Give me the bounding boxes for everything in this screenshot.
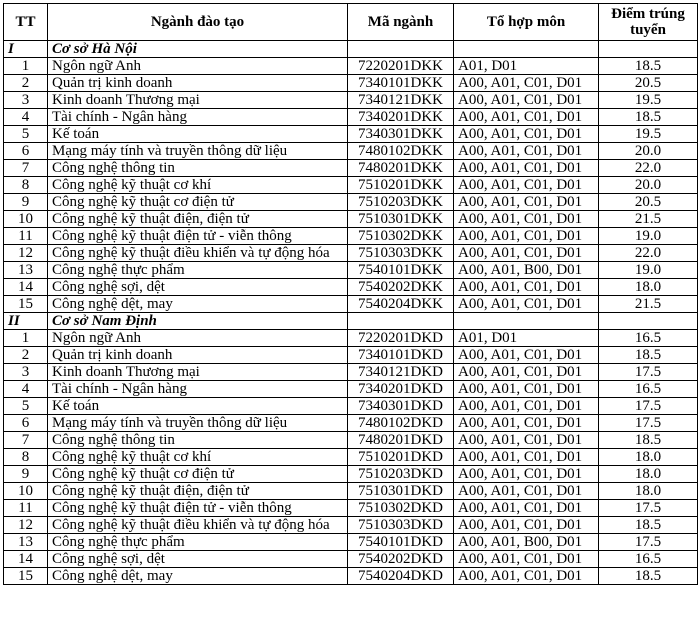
cell-tt: 2 (4, 75, 48, 92)
cell-tt: 10 (4, 483, 48, 500)
table-row (4, 58, 698, 75)
table-row (4, 245, 698, 262)
cell-tohop: A00, A01, C01, D01 (454, 109, 599, 126)
cell-tt: 6 (4, 415, 48, 432)
cell-diem: 17.5 (599, 534, 698, 551)
cell-nganh: Ngôn ngữ Anh (48, 58, 348, 75)
cell-tt: 14 (4, 551, 48, 568)
table-row (4, 92, 698, 109)
cell-ma: 7540204DKD (348, 568, 454, 585)
cell-diem: 20.5 (599, 75, 698, 92)
cell-tohop: A00, A01, C01, D01 (454, 177, 599, 194)
cell-diem: 18.5 (599, 109, 698, 126)
cell-diem: 21.5 (599, 211, 698, 228)
table-row (4, 126, 698, 143)
empty-cell (348, 313, 454, 330)
cell-diem: 17.5 (599, 500, 698, 517)
cell-ma: 7340301DKK (348, 126, 454, 143)
cell-diem: 18.5 (599, 517, 698, 534)
section-row (4, 41, 698, 58)
cell-nganh: Công nghệ kỹ thuật điều khiển và tự động hóa (48, 245, 348, 262)
cell-ma: 7510301DKD (348, 483, 454, 500)
cell-tohop: A00, A01, C01, D01 (454, 500, 599, 517)
cell-nganh: Ngôn ngữ Anh (48, 330, 348, 347)
header-tt: TT (4, 4, 48, 41)
cell-tohop: A00, A01, C01, D01 (454, 483, 599, 500)
cell-tt: 1 (4, 330, 48, 347)
cell-nganh: Công nghệ kỹ thuật điện, điện tử (48, 211, 348, 228)
cell-ma: 7510203DKD (348, 466, 454, 483)
cell-diem: 16.5 (599, 330, 698, 347)
cell-diem: 16.5 (599, 381, 698, 398)
cell-ma: 7510301DKK (348, 211, 454, 228)
cell-diem: 17.5 (599, 398, 698, 415)
cell-ma: 7540204DKK (348, 296, 454, 313)
table-row (4, 160, 698, 177)
cell-nganh: Công nghệ sợi, dệt (48, 279, 348, 296)
table-row (4, 432, 698, 449)
cell-tt: 15 (4, 568, 48, 585)
cell-ma: 7510302DKD (348, 500, 454, 517)
cell-tt: 11 (4, 500, 48, 517)
cell-nganh: Công nghệ kỹ thuật điện tử - viễn thông (48, 500, 348, 517)
cell-ma: 7340121DKD (348, 364, 454, 381)
cell-nganh: Công nghệ kỹ thuật cơ khí (48, 177, 348, 194)
cell-ma: 7540101DKK (348, 262, 454, 279)
table-row (4, 75, 698, 92)
cell-diem: 20.0 (599, 143, 698, 160)
cell-tohop: A00, A01, C01, D01 (454, 398, 599, 415)
cell-nganh: Quản trị kinh doanh (48, 347, 348, 364)
table-row (4, 262, 698, 279)
table-row (4, 449, 698, 466)
cell-tohop: A00, A01, C01, D01 (454, 126, 599, 143)
cell-tohop: A00, A01, C01, D01 (454, 449, 599, 466)
cell-tohop: A00, A01, C01, D01 (454, 568, 599, 585)
header-row (4, 4, 698, 41)
cell-nganh: Công nghệ kỹ thuật cơ khí (48, 449, 348, 466)
cell-tohop: A00, A01, C01, D01 (454, 517, 599, 534)
section-numeral: II (4, 313, 48, 330)
cell-nganh: Công nghệ thông tin (48, 160, 348, 177)
cell-tt: 2 (4, 347, 48, 364)
empty-cell (599, 313, 698, 330)
cell-diem: 18.5 (599, 347, 698, 364)
cell-tt: 7 (4, 432, 48, 449)
cell-ma: 7340201DKD (348, 381, 454, 398)
cell-nganh: Kế toán (48, 126, 348, 143)
cell-nganh: Công nghệ dệt, may (48, 568, 348, 585)
cell-diem: 19.5 (599, 92, 698, 109)
cell-diem: 18.5 (599, 58, 698, 75)
table-row (4, 177, 698, 194)
cell-tt: 9 (4, 194, 48, 211)
cell-diem: 19.0 (599, 228, 698, 245)
cell-diem: 18.5 (599, 568, 698, 585)
cell-tohop: A00, A01, C01, D01 (454, 466, 599, 483)
cell-ma: 7510203DKK (348, 194, 454, 211)
cell-tohop: A00, A01, C01, D01 (454, 432, 599, 449)
header-nganh: Ngành đào tạo (48, 4, 348, 41)
cell-ma: 7340101DKK (348, 75, 454, 92)
cell-nganh: Công nghệ sợi, dệt (48, 551, 348, 568)
cell-tt: 12 (4, 245, 48, 262)
cell-ma: 7340301DKD (348, 398, 454, 415)
cell-diem: 20.0 (599, 177, 698, 194)
cell-ma: 7220201DKD (348, 330, 454, 347)
section-title: Cơ sở Hà Nội (48, 41, 348, 58)
cell-ma: 7510303DKD (348, 517, 454, 534)
cell-ma: 7540202DKD (348, 551, 454, 568)
section-row (4, 313, 698, 330)
cell-nganh: Mạng máy tính và truyền thông dữ liệu (48, 143, 348, 160)
section-title: Cơ sở Nam Định (48, 313, 348, 330)
cell-tt: 7 (4, 160, 48, 177)
table-row (4, 347, 698, 364)
table-row (4, 228, 698, 245)
cell-nganh: Quản trị kinh doanh (48, 75, 348, 92)
cell-tohop: A00, A01, C01, D01 (454, 194, 599, 211)
header-diem: Điểm trúng tuyển (599, 4, 698, 41)
cell-tohop: A00, A01, C01, D01 (454, 211, 599, 228)
table-row (4, 415, 698, 432)
table-row (4, 143, 698, 160)
table-row (4, 109, 698, 126)
cell-ma: 7510201DKK (348, 177, 454, 194)
cell-tt: 6 (4, 143, 48, 160)
cell-nganh: Công nghệ thông tin (48, 432, 348, 449)
cell-ma: 7540101DKD (348, 534, 454, 551)
cell-tt: 11 (4, 228, 48, 245)
cell-tohop: A00, A01, C01, D01 (454, 245, 599, 262)
cell-tt: 4 (4, 381, 48, 398)
table-row (4, 534, 698, 551)
cell-nganh: Tài chính - Ngân hàng (48, 109, 348, 126)
table-row (4, 194, 698, 211)
cell-tt: 3 (4, 364, 48, 381)
cell-tohop: A01, D01 (454, 330, 599, 347)
cell-diem: 18.0 (599, 483, 698, 500)
cell-nganh: Công nghệ kỹ thuật cơ điện tử (48, 466, 348, 483)
table-row (4, 398, 698, 415)
table-row (4, 517, 698, 534)
cell-tohop: A00, A01, C01, D01 (454, 364, 599, 381)
cell-tohop: A00, A01, B00, D01 (454, 262, 599, 279)
cell-tt: 5 (4, 398, 48, 415)
cell-nganh: Công nghệ kỹ thuật điều khiển và tự động hóa (48, 517, 348, 534)
table-row (4, 551, 698, 568)
cell-diem: 22.0 (599, 245, 698, 262)
cell-tt: 8 (4, 449, 48, 466)
cell-nganh: Công nghệ thực phẩm (48, 262, 348, 279)
cell-tt: 9 (4, 466, 48, 483)
cell-tt: 5 (4, 126, 48, 143)
section-numeral: I (4, 41, 48, 58)
cell-tohop: A00, A01, C01, D01 (454, 160, 599, 177)
table-row (4, 364, 698, 381)
header-ma: Mã ngành (348, 4, 454, 41)
cell-ma: 7480102DKD (348, 415, 454, 432)
table-row (4, 466, 698, 483)
cell-nganh: Công nghệ kỹ thuật điện, điện tử (48, 483, 348, 500)
cell-nganh: Công nghệ kỹ thuật điện tử - viễn thông (48, 228, 348, 245)
cell-diem: 19.0 (599, 262, 698, 279)
cell-diem: 18.0 (599, 449, 698, 466)
table-row (4, 296, 698, 313)
cell-diem: 18.0 (599, 279, 698, 296)
empty-cell (454, 41, 599, 58)
cell-ma: 7340101DKD (348, 347, 454, 364)
table-row (4, 279, 698, 296)
cell-tohop: A00, A01, C01, D01 (454, 296, 599, 313)
cell-nganh: Công nghệ thực phẩm (48, 534, 348, 551)
cell-tohop: A00, A01, C01, D01 (454, 228, 599, 245)
cell-nganh: Mạng máy tính và truyền thông dữ liệu (48, 415, 348, 432)
cell-diem: 20.5 (599, 194, 698, 211)
cell-nganh: Công nghệ kỹ thuật cơ điện tử (48, 194, 348, 211)
cell-diem: 21.5 (599, 296, 698, 313)
cell-diem: 17.5 (599, 364, 698, 381)
cell-diem: 16.5 (599, 551, 698, 568)
cell-tohop: A00, A01, C01, D01 (454, 347, 599, 364)
cell-tohop: A00, A01, C01, D01 (454, 279, 599, 296)
table-row (4, 500, 698, 517)
cell-ma: 7510303DKK (348, 245, 454, 262)
cell-ma: 7480201DKK (348, 160, 454, 177)
cell-nganh: Kinh doanh Thương mại (48, 92, 348, 109)
cell-tt: 1 (4, 58, 48, 75)
cell-diem: 19.5 (599, 126, 698, 143)
cell-ma: 7480102DKK (348, 143, 454, 160)
cell-tt: 15 (4, 296, 48, 313)
cell-tt: 4 (4, 109, 48, 126)
cell-nganh: Công nghệ dệt, may (48, 296, 348, 313)
cell-ma: 7540202DKK (348, 279, 454, 296)
cell-ma: 7340121DKK (348, 92, 454, 109)
cell-tohop: A00, A01, C01, D01 (454, 92, 599, 109)
cell-nganh: Kinh doanh Thương mại (48, 364, 348, 381)
cell-diem: 17.5 (599, 415, 698, 432)
cell-tohop: A00, A01, C01, D01 (454, 415, 599, 432)
cell-tt: 10 (4, 211, 48, 228)
table-body (4, 41, 698, 585)
cell-tt: 12 (4, 517, 48, 534)
cell-ma: 7510201DKD (348, 449, 454, 466)
cell-nganh: Tài chính - Ngân hàng (48, 381, 348, 398)
table-row (4, 568, 698, 585)
cell-tt: 14 (4, 279, 48, 296)
empty-cell (599, 41, 698, 58)
header-tohop: Tổ hợp môn (454, 4, 599, 41)
cell-tohop: A00, A01, C01, D01 (454, 381, 599, 398)
admission-score-table (3, 3, 698, 585)
cell-diem: 18.5 (599, 432, 698, 449)
empty-cell (348, 41, 454, 58)
cell-tohop: A00, A01, C01, D01 (454, 143, 599, 160)
cell-tt: 13 (4, 534, 48, 551)
cell-ma: 7220201DKK (348, 58, 454, 75)
cell-tohop: A01, D01 (454, 58, 599, 75)
cell-diem: 22.0 (599, 160, 698, 177)
cell-tt: 8 (4, 177, 48, 194)
cell-tohop: A00, A01, C01, D01 (454, 551, 599, 568)
cell-nganh: Kế toán (48, 398, 348, 415)
table-row (4, 211, 698, 228)
table-row (4, 330, 698, 347)
cell-tohop: A00, A01, B00, D01 (454, 534, 599, 551)
cell-tohop: A00, A01, C01, D01 (454, 75, 599, 92)
table-row (4, 381, 698, 398)
empty-cell (454, 313, 599, 330)
cell-diem: 18.0 (599, 466, 698, 483)
cell-tt: 3 (4, 92, 48, 109)
table-row (4, 483, 698, 500)
cell-tt: 13 (4, 262, 48, 279)
cell-ma: 7510302DKK (348, 228, 454, 245)
cell-ma: 7480201DKD (348, 432, 454, 449)
cell-ma: 7340201DKK (348, 109, 454, 126)
